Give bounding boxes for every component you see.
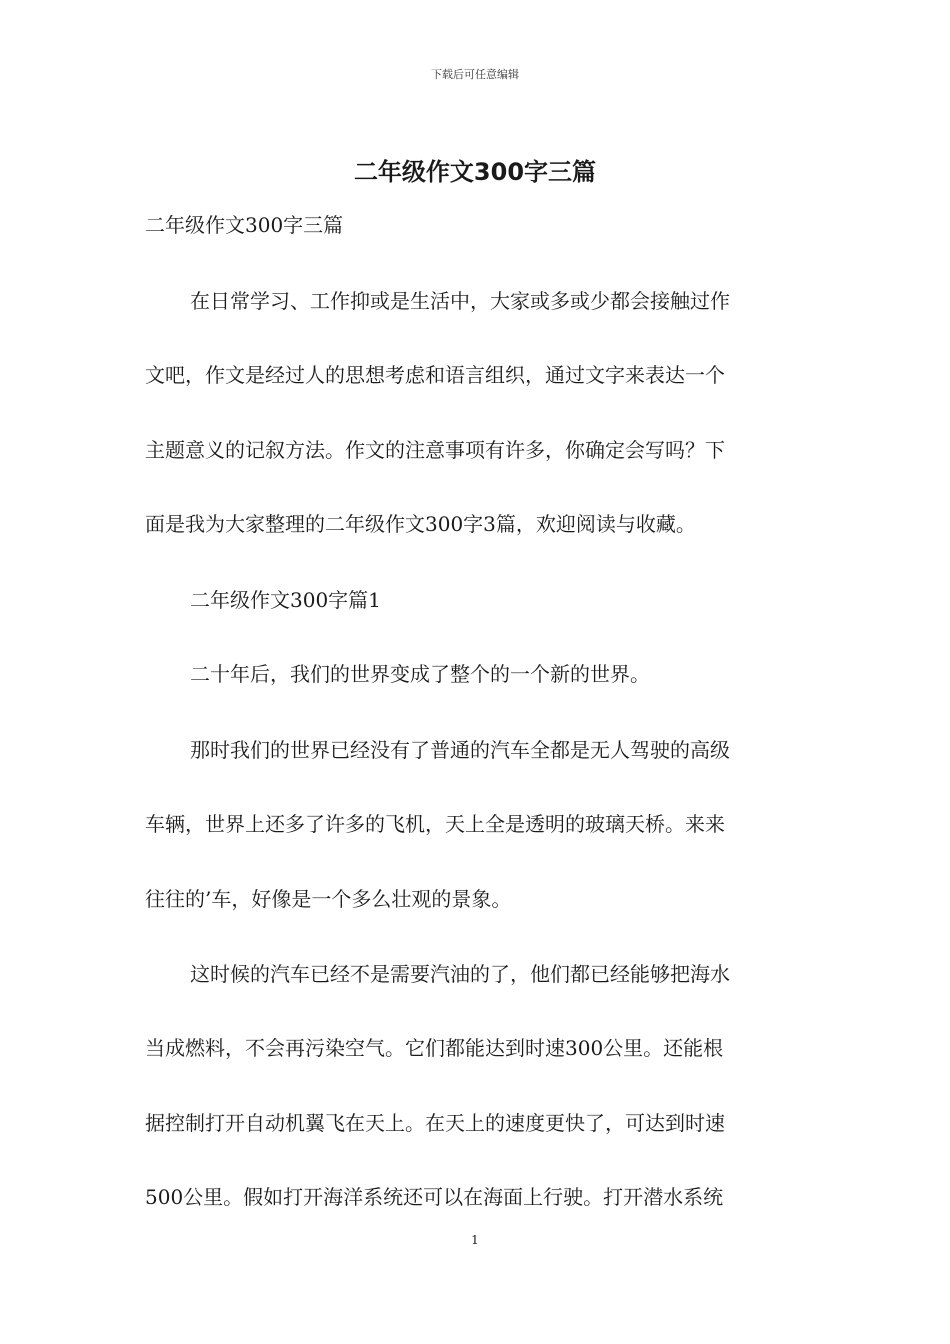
- paragraph-line: 500公里。假如打开海洋系统还可以在海面上行驶。打开潜水系统: [145, 1185, 724, 1209]
- section-heading: 二年级作文300字篇1: [190, 588, 381, 612]
- document-title: 二年级作文300字三篇: [353, 158, 597, 186]
- subtitle-line: 二年级作文300字三篇: [145, 213, 344, 237]
- page-number: 1: [471, 1233, 479, 1247]
- paragraph-line: 据控制打开自动机翼飞在天上。在天上的速度更快了，可达到时速: [145, 1111, 725, 1135]
- paragraph-line: 文吧，作文是经过人的思想考虑和语言组织，通过文字来表达一个: [145, 363, 725, 387]
- paragraph-line: 面是我为大家整理的二年级作文300字3篇，欢迎阅读与收藏。: [145, 512, 696, 536]
- paragraph-line: 这时候的汽车已经不是需要汽油的了，他们都已经能够把海水: [190, 962, 730, 986]
- paragraph-line: 往往的’车，好像是一个多么壮观的景象。: [145, 887, 512, 911]
- paragraph-line: 在日常学习、工作抑或是生活中，大家或多或少都会接触过作: [190, 289, 730, 313]
- paragraph-line: 主题意义的记叙方法。作文的注意事项有许多，你确定会写吗？下: [145, 438, 725, 462]
- paragraph-line: 车辆，世界上还多了许多的飞机，天上全是透明的玻璃天桥。来来: [145, 812, 725, 836]
- header-note: 下载后可任意编辑: [431, 68, 519, 81]
- paragraph-line: 当成燃料，不会再污染空气。它们都能达到时速300公里。还能根: [145, 1036, 724, 1060]
- paragraph-line: 那时我们的世界已经没有了普通的汽车全都是无人驾驶的高级: [190, 738, 730, 762]
- paragraph-line: 二十年后，我们的世界变成了整个的一个新的世界。: [190, 662, 650, 686]
